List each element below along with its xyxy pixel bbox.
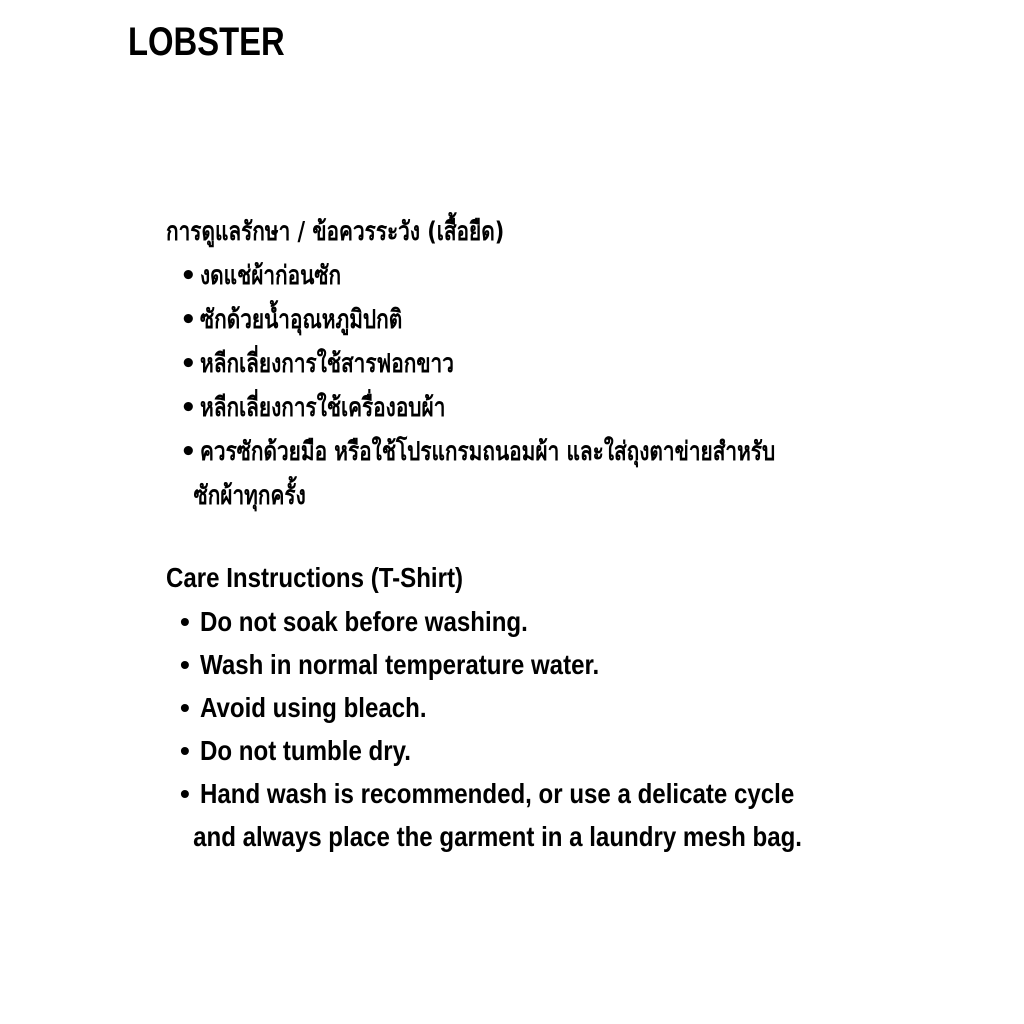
thai-care-section [166, 210, 906, 518]
english-care-item [166, 643, 906, 686]
bullet-icon: • [180, 305, 197, 335]
english-care-item-line: Hand wash is recommended, or use a delicate cycle [200, 778, 795, 809]
english-care-item-continuation: and always place the garment in a laundry mesh bag. [193, 821, 802, 852]
english-care-item [166, 729, 906, 772]
bullet-icon: • [180, 692, 190, 723]
thai-care-item [166, 386, 906, 430]
brand-logo: LOBSTER [128, 20, 285, 64]
thai-care-item-line: ควรซักด้วยมือ หรือใช้โปรแกรมถนอมผ้า และใส่ถุงตาข่ายสำหรับ [200, 437, 776, 467]
thai-care-list [166, 254, 906, 518]
thai-care-item-text: หลีกเลี่ยงการใช้สารฟอกขาว [200, 349, 454, 379]
english-care-item [166, 686, 906, 729]
bullet-icon: • [180, 735, 190, 766]
bullet-icon: • [180, 261, 197, 291]
english-care-item-text: Wash in normal temperature water. [200, 649, 600, 680]
english-care-item [166, 600, 906, 643]
english-care-list [166, 600, 906, 858]
thai-care-heading: การดูแลรักษา / ข้อควรระวัง (เสื้อยืด) [166, 217, 505, 247]
english-care-section [166, 556, 906, 858]
bullet-icon: • [180, 349, 197, 379]
bullet-icon: • [180, 393, 197, 423]
thai-care-item-text: งดแช่ผ้าก่อนซัก [200, 261, 342, 291]
english-care-heading: Care Instructions (T-Shirt) [166, 562, 464, 593]
thai-care-item [166, 342, 906, 386]
bullet-icon: • [180, 778, 190, 809]
thai-care-item [166, 298, 906, 342]
thai-care-item-text: ซักด้วยน้ำอุณหภูมิปกติ [200, 305, 403, 335]
thai-care-item-continuation: ซักผ้าทุกครั้ง [193, 481, 306, 511]
thai-care-item [166, 430, 906, 518]
english-care-item-text: Avoid using bleach. [200, 692, 427, 723]
thai-care-item [166, 254, 906, 298]
bullet-icon: • [180, 437, 197, 467]
bullet-icon: • [180, 649, 190, 680]
english-care-item [166, 772, 906, 858]
bullet-icon: • [180, 606, 190, 637]
thai-care-item-text [193, 430, 776, 518]
english-care-item-text [193, 772, 802, 858]
english-care-item-text: Do not soak before washing. [200, 606, 528, 637]
english-care-item-text: Do not tumble dry. [200, 735, 411, 766]
thai-care-item-text: หลีกเลี่ยงการใช้เครื่องอบผ้า [200, 393, 446, 423]
